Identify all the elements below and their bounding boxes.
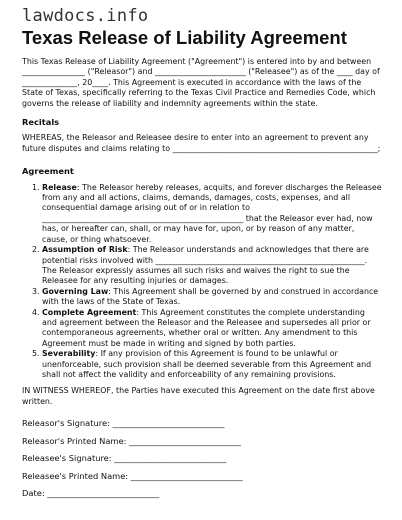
clause-term: Release	[42, 182, 77, 192]
releasee-signature-line: Releasee's Signature: ___________________________	[22, 453, 227, 464]
date-line: Date: ___________________________	[22, 488, 160, 499]
clause-term: Assumption of Risk	[42, 245, 128, 255]
clause-text: : This Agreement constitutes the complete understanding and agreement between the Releasor and the Releasee and supersedes all prior or contemporaneous agreements, whether oral or written. Any amendment to this Agreement must be made in writing and signed by both parties.	[42, 307, 371, 348]
agreement-heading: Agreement	[22, 166, 74, 177]
site-logo: lawdocs.info	[22, 6, 149, 26]
clause-term: Severability	[42, 349, 96, 359]
witness-paragraph: IN WITNESS WHEREOF, the Parties have executed this Agreement on the date first above written.	[22, 386, 375, 406]
agreement-clauses	[22, 183, 382, 381]
clause-term: Complete Agreement	[42, 307, 137, 317]
clause-governing-law	[42, 287, 382, 308]
recitals-paragraph: WHEREAS, the Releasor and Releasee desire to enter into an agreement to prevent any future disputes and claims relating to ____________________________________________________;	[22, 133, 381, 153]
clause-assumption-of-risk	[42, 245, 382, 287]
clause-severability	[42, 349, 382, 380]
clause-term: Governing Law	[42, 286, 109, 296]
clause-text: : The Releasor understands and acknowledges that there are potential risks involved with _____________________________________________________. The Releasor expressly assumes all such risks and waives the right to sue the Releasee for any resulting injuries or damages.	[42, 245, 369, 286]
clause-text: : This Agreement shall be governed by and construed in accordance with the laws of the State of Texas.	[42, 286, 379, 307]
releasor-printed-name-line: Releasor's Printed Name: ___________________________	[22, 435, 242, 446]
intro-paragraph: This Texas Release of Liability Agreement ("Agreement") is entered into by and between ________________ ("Releasor") and _______________________ ("Releasee") as of the ____ day of ______________, 20____. This Agreement is executed in accordance with the laws of the State of Texas, specifically referring to the Texas Civil Practice and Remedies Code, which governs the release of liability and indemnity agreements within the state.	[22, 57, 380, 108]
recitals-heading: Recitals	[22, 117, 60, 128]
releasee-printed-name-line: Releasee's Printed Name: ___________________________	[22, 470, 243, 481]
clause-text: : The Releasor hereby releases, acquits, and forever discharges the Releasee from any and all actions, claims, demands, damages, costs, expenses, and all consequential damage arising out of or in relation to ___________________________________________________ that the Releasor ever had, now has, or hereafter can, shall, or may have for, upon, or by reason of any matter, cause, or thing whatsoever.	[42, 182, 382, 244]
clause-text: : If any provision of this Agreement is found to be unlawful or unenforceable, such provision shall be deemed severable from this Agreement and shall not affect the validity and enforceability of any remaining provisions.	[42, 349, 372, 379]
clause-release	[42, 183, 382, 245]
document-body	[22, 57, 382, 506]
releasor-signature-line: Releasor's Signature: ___________________________	[22, 418, 225, 429]
clause-complete-agreement	[42, 308, 382, 350]
document-title: Texas Release of Liability Agreement	[22, 27, 347, 48]
